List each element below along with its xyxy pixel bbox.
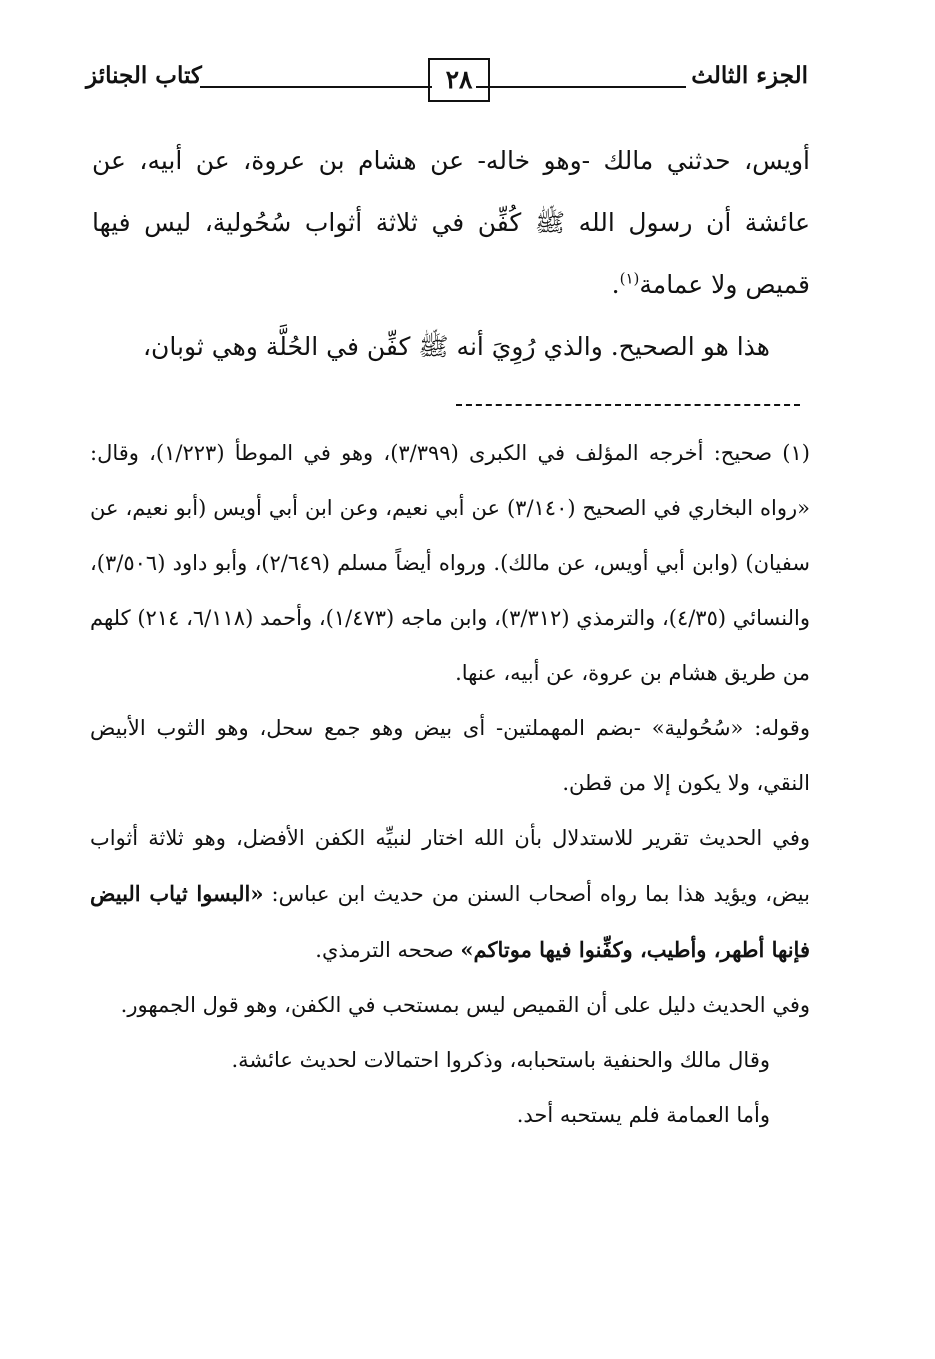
header-rule-left <box>200 86 432 88</box>
footnote-text: وفي الحديث تقرير للاستدلال بأن الله اختار لنبيِّه الكفن الأفضل، وهو ثلاثة أثواب بيض، ويؤيد هذا بما رواه أصحاب السنن من حديث ابن عباس: <box>90 826 810 906</box>
paragraph-text: أويس، حدثني مالك -وهو خاله- عن هشام بن عروة، عن أبيه، عن عائشة أن رسول الله ﷺ كُفِّن في ثلاثة أثواب سُحُولية، ليس فيها قميص ولا عمامة <box>92 146 810 299</box>
footnote-paragraph: وفي الحديث دليل على أن القميص ليس بمستحب في الكفن، وهو قول الجمهور. <box>120 993 810 1017</box>
footnote-paragraph <box>90 811 810 978</box>
book-title: كتاب الجنائز <box>86 62 202 89</box>
volume-title: الجزء الثالث <box>691 62 808 89</box>
paragraph <box>92 130 810 316</box>
footnote-paragraph: وقال مالك والحنفية باستحبابه، وذكروا احتمالات لحديث عائشة. <box>231 1048 770 1072</box>
paragraph-end: . <box>611 270 620 299</box>
footnote-separator <box>456 404 800 406</box>
footnotes <box>90 426 810 1143</box>
paragraph: هذا هو الصحيح. والذي رُوِيَ أنه ﷺ كفِّن في الحُلَّة وهي ثوبان، <box>142 332 770 361</box>
footnote-paragraph: (١) صحيح: أخرجه المؤلف في الكبرى (٣/٣٩٩)، وهو في الموطأ (١/٢٢٣)، وقال: «رواه البخاري في الصحيح (٣/١٤٠) عن أبي نعيم، وعن ابن أبي أويس (أبو نعيم، عن سفيان) (وابن أبي أويس، عن مالك). ورواه أيضاً مسلم (٢/٦٤٩)، وأبو داود (٣/٥٠٦)، والنسائي (٤/٣٥)، والترمذي (٣/٣١٢)، وابن ماجه (١/٤٧٣)، وأحمد (٦/١١٨، ٢١٤) كلهم من طريق هشام بن عروة، عن أبيه، عنها. <box>90 441 810 685</box>
footnote-text: صححه الترمذي. <box>315 938 454 962</box>
footnote-paragraph: وقوله: «سُحُولية» -بضم المهملتين- أى بيض وهو جمع سحل، وهو الثوب الأبيض النقي، ولا يكون إلا من قطن. <box>90 716 810 795</box>
footnote-reference[interactable]: (١) <box>619 269 640 288</box>
main-text <box>92 130 810 378</box>
hadith-quote: «البسوا ثياب البيض فإنها أطهر، وأطيب، وكفِّنوا فيها موتاكم» <box>90 881 810 962</box>
page-header <box>86 58 808 104</box>
header-rule-right <box>476 86 686 88</box>
page-number: ٢٨ <box>428 58 490 102</box>
footnote-paragraph: وأما العمامة فلم يستحبه أحد. <box>516 1103 770 1127</box>
